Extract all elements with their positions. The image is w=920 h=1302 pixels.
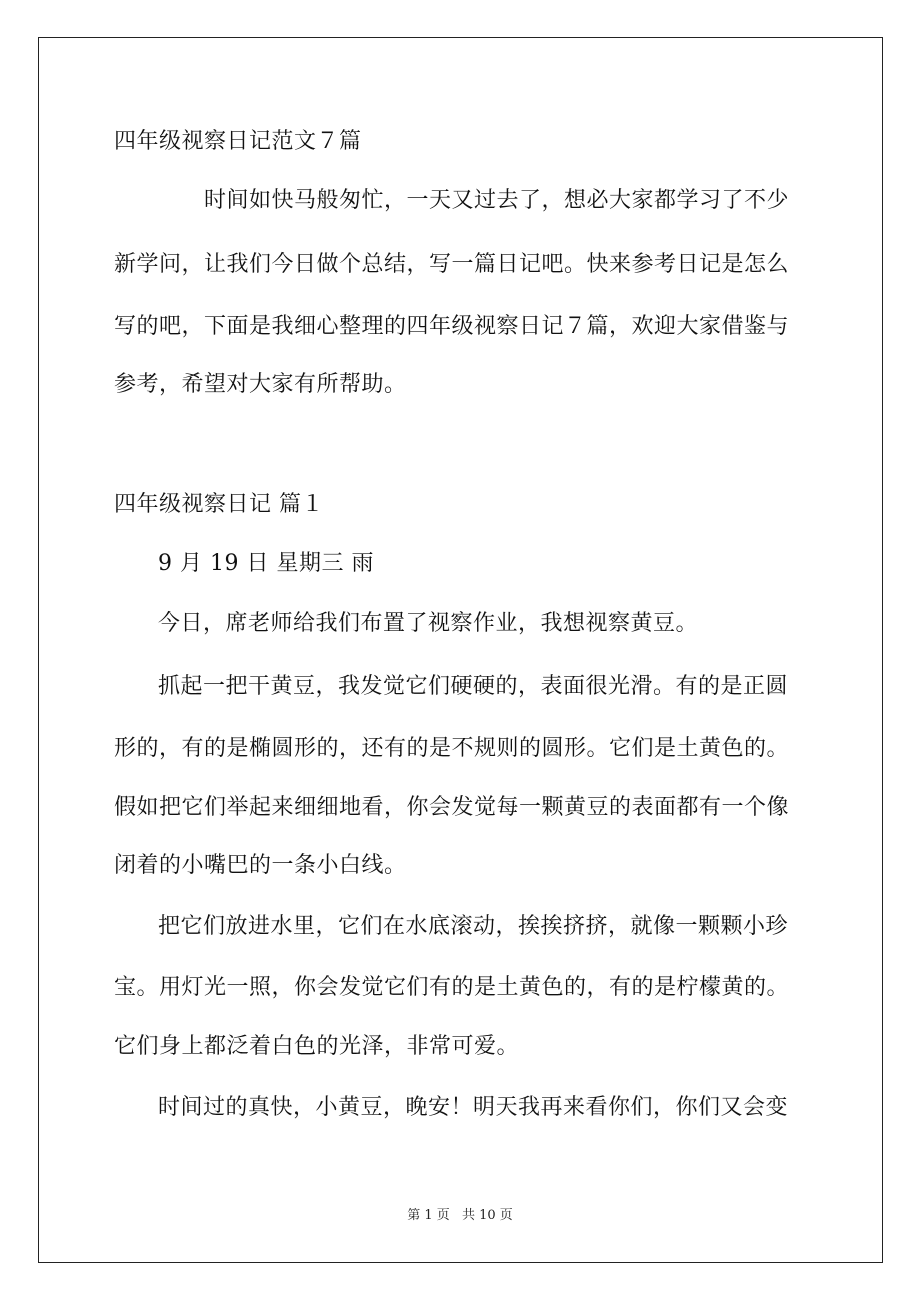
intro-line-4: 参考，希望对大家有所帮助。 [114, 372, 407, 397]
date-line: 9 月 19 日 星期三 雨 [158, 551, 374, 576]
document-title: 四年级视察日记范文７篇 [114, 129, 362, 154]
intro-line-2: 新学问，让我们今日做个总结，写一篇日记吧。快来参考日记是怎么 [114, 252, 790, 277]
intro-line-3: 写的吧，下面是我细心整理的四年级视察日记７篇，欢迎大家借鉴与 [114, 314, 790, 339]
paragraph-line: 宝。用灯光一照，你会发觉它们有的是土黄色的，有的是柠檬黄的。 [114, 975, 790, 1000]
page-number: 第 1 页 [407, 1208, 450, 1223]
intro-line-1: 时间如快马般匆忙，一天又过去了，想必大家都学习了不少 [204, 188, 790, 213]
paragraph-line: 它们身上都泛着白色的光泽，非常可爱。 [114, 1034, 520, 1059]
paragraph-line: 今日，席老师给我们布置了视察作业，我想视察黄豆。 [158, 611, 699, 636]
page-border [38, 37, 883, 1263]
paragraph-line: 把它们放进水里，它们在水底滚动，挨挨挤挤，就像一颗颗小珍 [158, 914, 789, 939]
paragraph-line: 时间过的真快，小黄豆，晚安！明天我再来看你们，你们又会变 [158, 1095, 789, 1120]
paragraph-line: 抓起一把干黄豆，我发觉它们硬硬的，表面很光滑。有的是正圆 [158, 674, 789, 699]
page-total: 共 10 页 [461, 1208, 513, 1223]
paragraph-line: 假如把它们举起来细细地看，你会发觉每一颗黄豆的表面都有一个像 [114, 795, 790, 820]
section-heading: 四年级视察日记 篇１ [114, 492, 324, 517]
page-footer [0, 1207, 920, 1225]
paragraph-line: 闭着的小嘴巴的一条小白线。 [114, 853, 407, 878]
paragraph-line: 形的，有的是椭圆形的，还有的是不规则的圆形。它们是土黄色的。 [114, 736, 790, 761]
